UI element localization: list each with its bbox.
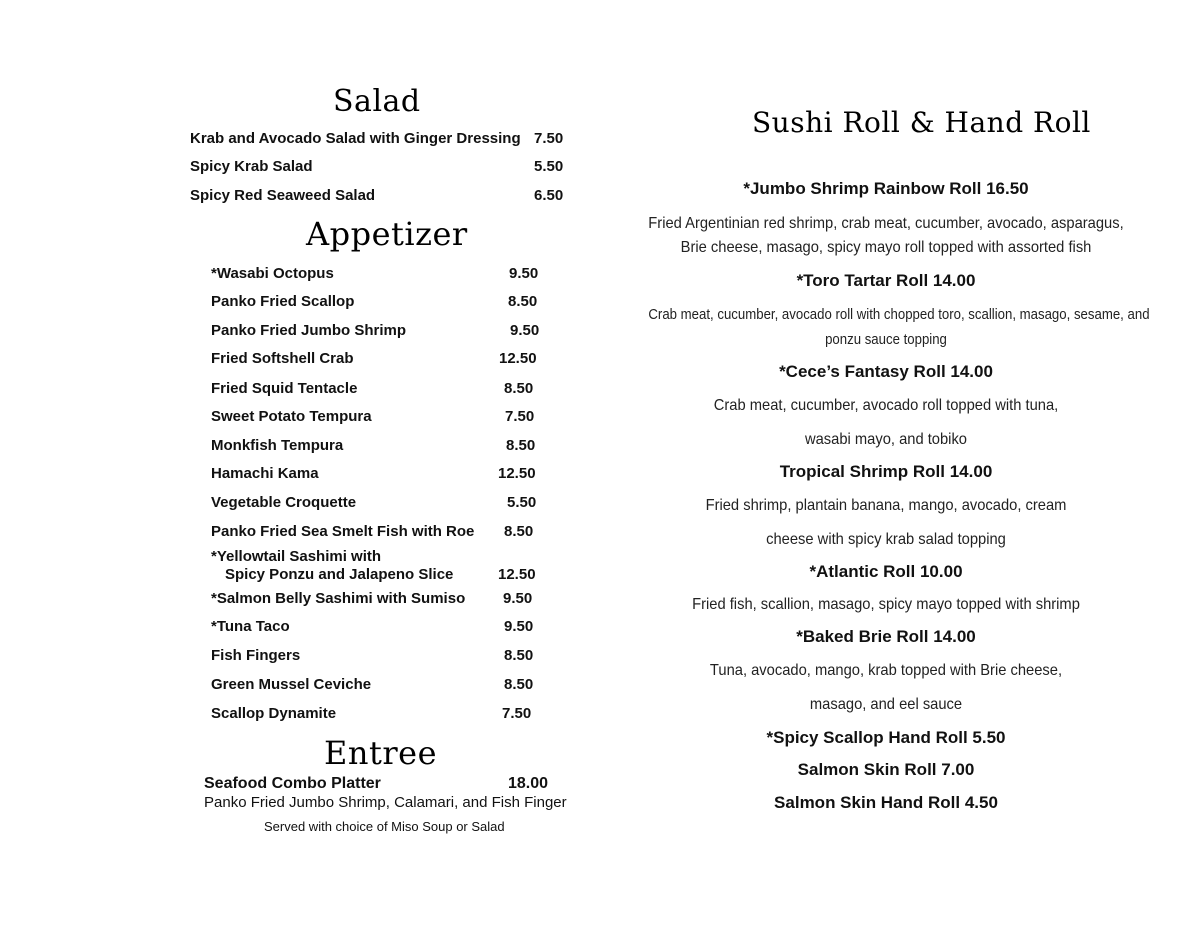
roll-description: Fried fish, scallion, masago, spicy mayo topped with shrimp	[692, 596, 1080, 613]
appetizer-heading: Appetizer	[306, 215, 468, 253]
salad-item-name: Spicy Red Seaweed Salad	[190, 187, 376, 204]
roll-title: *Jumbo Shrimp Rainbow Roll 16.50	[743, 179, 1029, 198]
appetizer-item-price: 12.50	[499, 350, 537, 367]
roll-description: ponzu sauce topping	[825, 331, 947, 348]
entree-note: Served with choice of Miso Soup or Salad	[264, 819, 505, 834]
appetizer-item-name: Monkfish Tempura	[211, 437, 344, 454]
appetizer-item-name: *Wasabi Octopus	[211, 265, 334, 282]
roll-description: Tuna, avocado, mango, krab topped with Brie cheese,	[709, 662, 1063, 679]
appetizer-item-price: 8.50	[504, 647, 534, 664]
roll-title: *Atlantic Roll 10.00	[809, 562, 963, 581]
entree-heading: Entree	[324, 734, 437, 772]
appetizer-item-price: 5.50	[507, 494, 537, 511]
roll-title: Salmon Skin Hand Roll 4.50	[774, 793, 998, 812]
roll-description: wasabi mayo, and tobiko	[804, 431, 968, 448]
appetizer-item-name: Fish Fingers	[211, 647, 301, 664]
sushi-heading: Sushi Roll & Hand Roll	[752, 106, 1091, 139]
entree-item-price: 18.00	[508, 775, 549, 792]
roll-description: Brie cheese, masago, spicy mayo roll topped with assorted fish	[680, 239, 1092, 256]
appetizer-item-price: 8.50	[504, 523, 534, 540]
appetizer-item-price: 9.50	[510, 322, 540, 339]
appetizer-item-price: 8.50	[506, 437, 536, 454]
roll-title: *Baked Brie Roll 14.00	[796, 627, 976, 646]
appetizer-item-name: *Tuna Taco	[211, 618, 290, 635]
roll-description: Crab meat, cucumber, avocado roll with chopped toro, scallion, masago, sesame, and	[648, 306, 1150, 323]
roll-description: Crab meat, cucumber, avocado roll topped with tuna,	[713, 397, 1059, 414]
appetizer-item-price: 8.50	[504, 676, 534, 693]
appetizer-item-name: Hamachi Kama	[211, 465, 319, 482]
salad-item-name: Krab and Avocado Salad with Ginger Dressing	[190, 130, 521, 147]
appetizer-item-price: 8.50	[508, 293, 538, 310]
appetizer-item-price: 12.50	[498, 465, 536, 482]
appetizer-item-name: Panko Fried Scallop	[211, 293, 355, 310]
appetizer-item-name: Panko Fried Sea Smelt Fish with Roe	[211, 523, 475, 540]
salad-item-price: 7.50	[534, 130, 564, 147]
appetizer-item-name: Fried Softshell Crab	[211, 350, 354, 367]
salad-item-price: 6.50	[534, 187, 564, 204]
appetizer-item-price: 9.50	[504, 618, 534, 635]
roll-description: Fried Argentinian red shrimp, crab meat, cucumber, avocado, asparagus,	[648, 215, 1124, 232]
roll-title: *Spicy Scallop Hand Roll 5.50	[766, 728, 1006, 747]
appetizer-item-subline: Spicy Ponzu and Jalapeno Slice	[225, 566, 454, 583]
appetizer-item-name: Scallop Dynamite	[211, 705, 337, 722]
appetizer-item-price: 8.50	[504, 380, 534, 397]
roll-description: masago, and eel sauce	[809, 696, 963, 713]
appetizer-item-price: 7.50	[502, 705, 532, 722]
appetizer-item-name: Fried Squid Tentacle	[211, 380, 358, 397]
entree-item-name: Seafood Combo Platter	[204, 775, 381, 792]
appetizer-item-name: Sweet Potato Tempura	[211, 408, 372, 425]
roll-description: Fried shrimp, plantain banana, mango, avocado, cream	[705, 497, 1067, 514]
appetizer-item-price: 9.50	[503, 590, 533, 607]
roll-description: cheese with spicy krab salad topping	[766, 531, 1006, 548]
roll-title: Salmon Skin Roll 7.00	[797, 760, 975, 779]
roll-title: *Toro Tartar Roll 14.00	[796, 271, 976, 290]
appetizer-item-price: 7.50	[505, 408, 535, 425]
roll-title: Tropical Shrimp Roll 14.00	[779, 462, 993, 481]
salad-heading: Salad	[333, 84, 421, 119]
salad-item-name: Spicy Krab Salad	[190, 158, 313, 175]
appetizer-item-name: Vegetable Croquette	[211, 494, 357, 511]
appetizer-item-price: 9.50	[509, 265, 539, 282]
appetizer-item-name: Panko Fried Jumbo Shrimp	[211, 322, 407, 339]
appetizer-item-name: *Yellowtail Sashimi with	[211, 548, 382, 565]
entree-item-description: Panko Fried Jumbo Shrimp, Calamari, and Fish Finger	[204, 794, 567, 811]
appetizer-item-name: *Salmon Belly Sashimi with Sumiso	[211, 590, 466, 607]
appetizer-item-price: 12.50	[498, 566, 536, 583]
salad-item-price: 5.50	[534, 158, 564, 175]
roll-title: *Cece’s Fantasy Roll 14.00	[779, 362, 993, 381]
appetizer-item-name: Green Mussel Ceviche	[211, 676, 372, 693]
